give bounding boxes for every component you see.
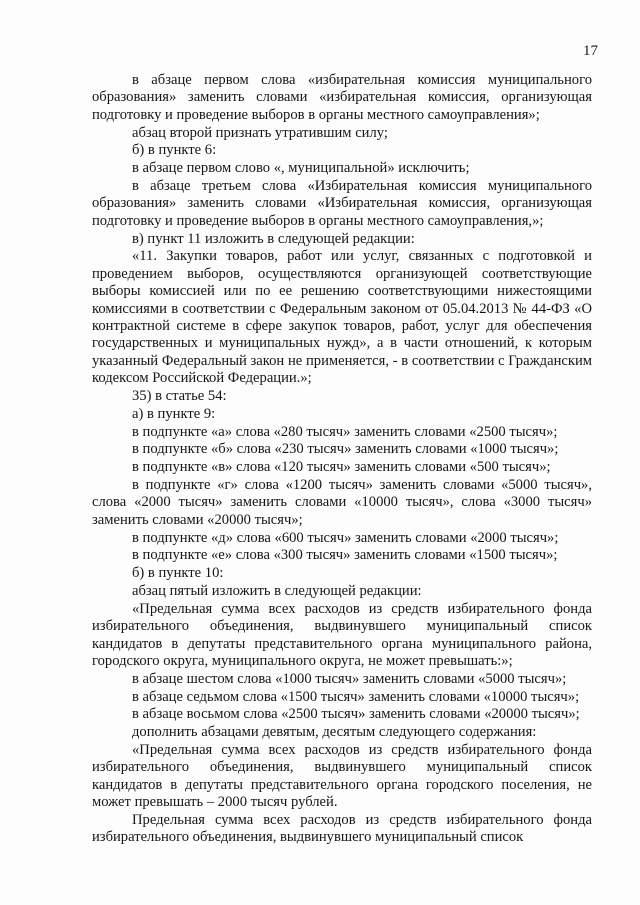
paragraph: в подпункте «д» слова «600 тысяч» заменить словами «2000 тысяч»; xyxy=(132,529,559,546)
paragraph: в подпункте «в» слова «120 тысяч» заменить словами «500 тысяч»; xyxy=(132,459,551,476)
paragraph: в подпункте «а» слова «280 тысяч» заменить словами «2500 тысяч»; xyxy=(132,423,558,440)
paragraph: в подпункте «г» слова «1200 тысяч» заменить словами «5000 тысяч», слова «2000 тысяч» заменить словами «10000 тысяч», слова «3000 тысяч» заменить словами «20000 тысяч»; xyxy=(92,477,592,528)
paragraph: «Предельная сумма всех расходов из средств избирательного фонда избирательного объединения, выдвинувшего муниципальный список кандидатов в депутаты представительного органа городского поселения, не может превышать – 2000 тысяч рублей. xyxy=(92,742,592,811)
paragraph: в абзаце первом слова «избирательная комиссия муниципального образования» заменить словами «избирательная комиссия, организующая подготовку и проведение выборов в органы местного самоуправления»; xyxy=(92,72,592,123)
paragraph: в подпункте «б» слова «230 тысяч» заменить словами «1000 тысяч»; xyxy=(132,441,559,458)
paragraph: в абзаце седьмом слова «1500 тысяч» заменить словами «10000 тысяч»; xyxy=(132,688,580,705)
paragraph: абзац пятый изложить в следующей редакции: xyxy=(132,583,422,600)
paragraph: в) пункт 11 изложить в следующей редакции: xyxy=(132,230,415,247)
paragraph: в абзаце третьем слова «Избирательная комиссия муниципального образования» заменить словами «Избирательная комиссия, организующая подготовку и проведение выборов в органы местного самоуправления,»; xyxy=(92,178,592,229)
paragraph: 35) в статье 54: xyxy=(132,388,227,405)
paragraph: в абзаце шестом слова «1000 тысяч» заменить словами «5000 тысяч»; xyxy=(132,670,567,687)
paragraph: б) в пункте 6: xyxy=(132,142,217,159)
paragraph: Предельная сумма всех расходов из средств избирательного фонда избирательного объединения, выдвинувшего муниципальный список xyxy=(92,812,592,846)
paragraph: а) в пункте 9: xyxy=(132,405,216,422)
paragraph: абзац второй признать утратившим силу; xyxy=(132,124,388,141)
paragraph: «Предельная сумма всех расходов из средств избирательного фонда избирательного объединения, выдвинувшего муниципальный список кандидатов в депутаты представительного органа муниципального района, городского округа, муниципального округа, не может превышать:»; xyxy=(92,600,592,670)
paragraph: в абзаце первом слово «, муниципальной» исключить; xyxy=(132,160,470,177)
paragraph: дополнить абзацами девятым, десятым следующего содержания: xyxy=(132,724,537,741)
page-number: 17 xyxy=(583,43,598,59)
document-body xyxy=(92,72,592,847)
paragraph: в абзаце восьмом слова «2500 тысяч» заменить словами «20000 тысяч»; xyxy=(132,706,580,723)
paragraph: б) в пункте 10: xyxy=(132,565,224,582)
paragraph: в подпункте «е» слова «300 тысяч» заменить словами «1500 тысяч»; xyxy=(132,547,558,564)
paragraph: «11. Закупки товаров, работ или услуг, связанных с подготовкой и проведением выборов, осуществляются организующей соответствующие выборы комиссией или по ее решению соответствующими нижестоящими комиссиями в соответствии с Федеральным законом от 05.04.2013 № 44-ФЗ «О контрактной системе в сфере закупок товаров, работ, услуг для обеспечения государственных и муниципальных нужд», а в части отношений, к которым указанный Федеральный закон не применяется, - в соответствии с Гражданским кодексом Российской Федерации.»; xyxy=(92,248,592,387)
